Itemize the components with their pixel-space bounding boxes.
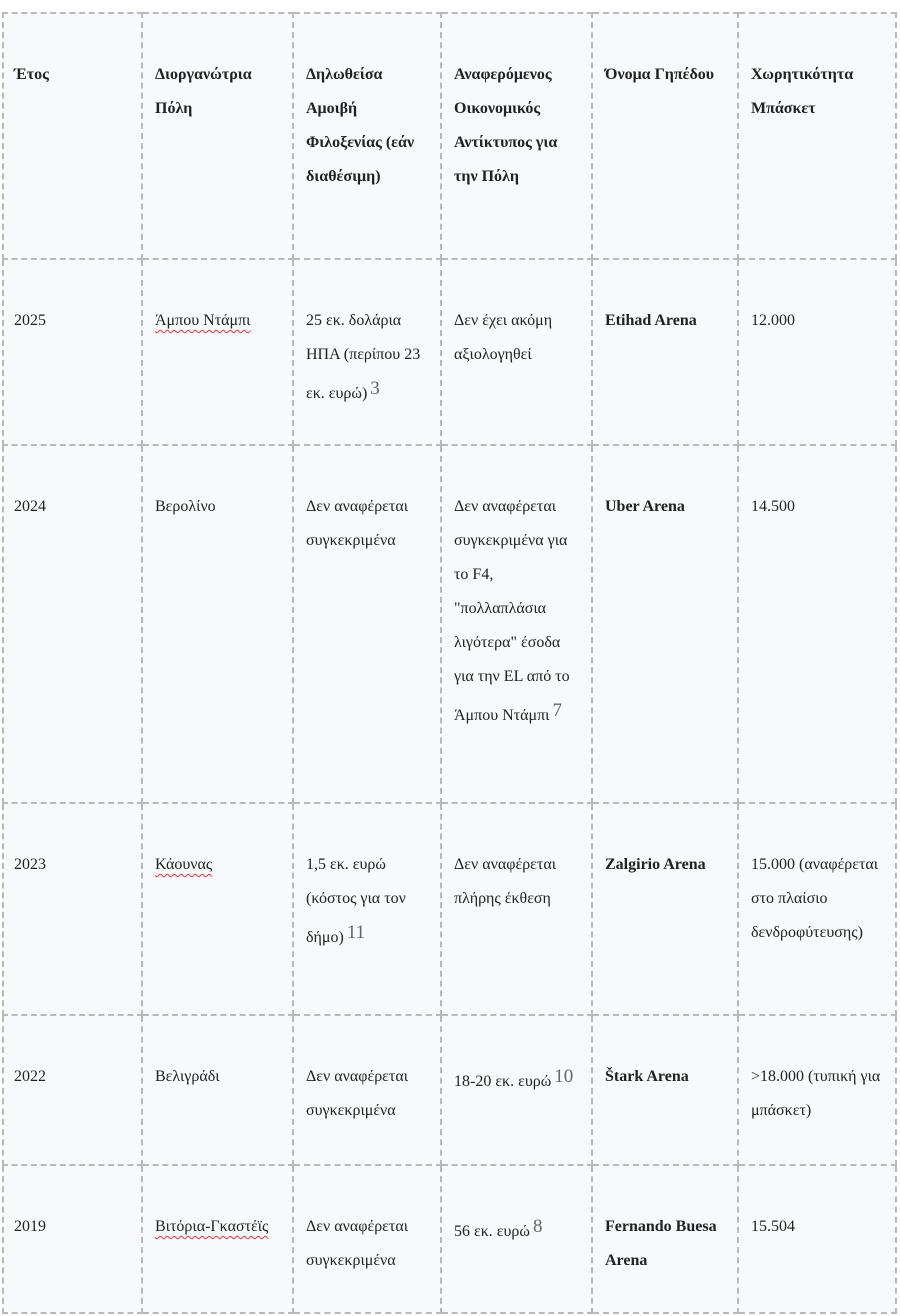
city-text: Άμπου Ντάμπι: [155, 312, 251, 329]
cell-fee: [293, 803, 441, 1015]
cell-arena: Štark Arena: [592, 1015, 738, 1165]
footnote-ref[interactable]: 3: [370, 378, 380, 399]
footnote-ref[interactable]: 8: [532, 1216, 543, 1237]
cell-impact: [441, 445, 592, 803]
impact-text: Δεν έχει ακόμη αξιολογηθεί: [454, 312, 553, 363]
cell-arena: Zalgirio Arena: [592, 803, 738, 1015]
header-arena: Όνομα Γηπέδου: [592, 13, 738, 259]
cell-arena: Etihad Arena: [592, 259, 738, 445]
cell-fee: Δεν αναφέρεται συγκεκριμένα: [293, 1015, 441, 1165]
cell-city: Βερολίνο: [142, 445, 293, 803]
cell-year: 2019: [3, 1165, 142, 1313]
cell-arena: Uber Arena: [592, 445, 738, 803]
cell-impact: [441, 259, 592, 445]
cell-fee: Δεν αναφέρεται συγκεκριμένα: [293, 445, 441, 803]
cell-year: 2022: [3, 1015, 142, 1165]
cell-fee: [293, 259, 441, 445]
impact-text: 18-20 εκ. ευρώ: [454, 1073, 552, 1090]
cell-impact: [441, 1165, 592, 1313]
cell-capacity: >18.000 (τυπική για μπάσκετ): [738, 1015, 896, 1165]
cell-capacity: 12.000: [738, 259, 896, 445]
table-row: [3, 1015, 896, 1165]
cell-capacity: 14.500: [738, 445, 896, 803]
hosting-table: [2, 12, 897, 1314]
table-row: [3, 445, 896, 803]
header-impact: Αναφερόμενος Οικονομικός Αντίκτυπος για την Πόλη: [441, 13, 592, 259]
header-city: Διοργανώτρια Πόλη: [142, 13, 293, 259]
impact-text: 56 εκ. ευρώ: [454, 1223, 530, 1240]
table-row: [3, 1165, 896, 1313]
table-container: [2, 12, 895, 1312]
footnote-ref[interactable]: 11: [346, 922, 366, 943]
city-text: Κάουνας: [155, 856, 213, 873]
cell-year: 2023: [3, 803, 142, 1015]
header-capacity: Χωρητικότητα Μπάσκετ: [738, 13, 896, 259]
impact-text: Δεν αναφέρεται συγκεκριμένα για το F4, "πολλαπλάσια λιγότερα" έσοδα για την EL από το Άμπου Ντάμπι: [454, 498, 570, 724]
cell-arena: Fernando Buesa Arena: [592, 1165, 738, 1313]
table-row: [3, 259, 896, 445]
fee-text: 25 εκ. δολάρια ΗΠΑ (περίπου 23 εκ. ευρώ): [306, 312, 421, 402]
cell-fee: Δεν αναφέρεται συγκεκριμένα: [293, 1165, 441, 1313]
cell-impact: Δεν αναφέρεται πλήρης έκθεση: [441, 803, 592, 1015]
cell-city: [142, 1165, 293, 1313]
cell-year: 2025: [3, 259, 142, 445]
cell-capacity: 15.504: [738, 1165, 896, 1313]
cell-city: [142, 803, 293, 1015]
table-row: [3, 803, 896, 1015]
footnote-ref[interactable]: 7: [552, 700, 562, 721]
cell-city: Βελιγράδι: [142, 1015, 293, 1165]
cell-capacity: 15.000 (αναφέρεται στο πλαίσιο δενδροφύτευσης): [738, 803, 896, 1015]
header-row: [3, 13, 896, 259]
cell-city: [142, 259, 293, 445]
header-year: Έτος: [3, 13, 142, 259]
cell-impact: [441, 1015, 592, 1165]
header-fee: Δηλωθείσα Αμοιβή Φιλοξενίας (εάν διαθέσιμη): [293, 13, 441, 259]
footnote-ref[interactable]: 10: [554, 1066, 574, 1087]
cell-year: 2024: [3, 445, 142, 803]
city-text: Βιτόρια-Γκαστέϊς: [155, 1218, 269, 1235]
fee-text: 1,5 εκ. ευρώ (κόστος για τον δήμο): [306, 856, 406, 946]
